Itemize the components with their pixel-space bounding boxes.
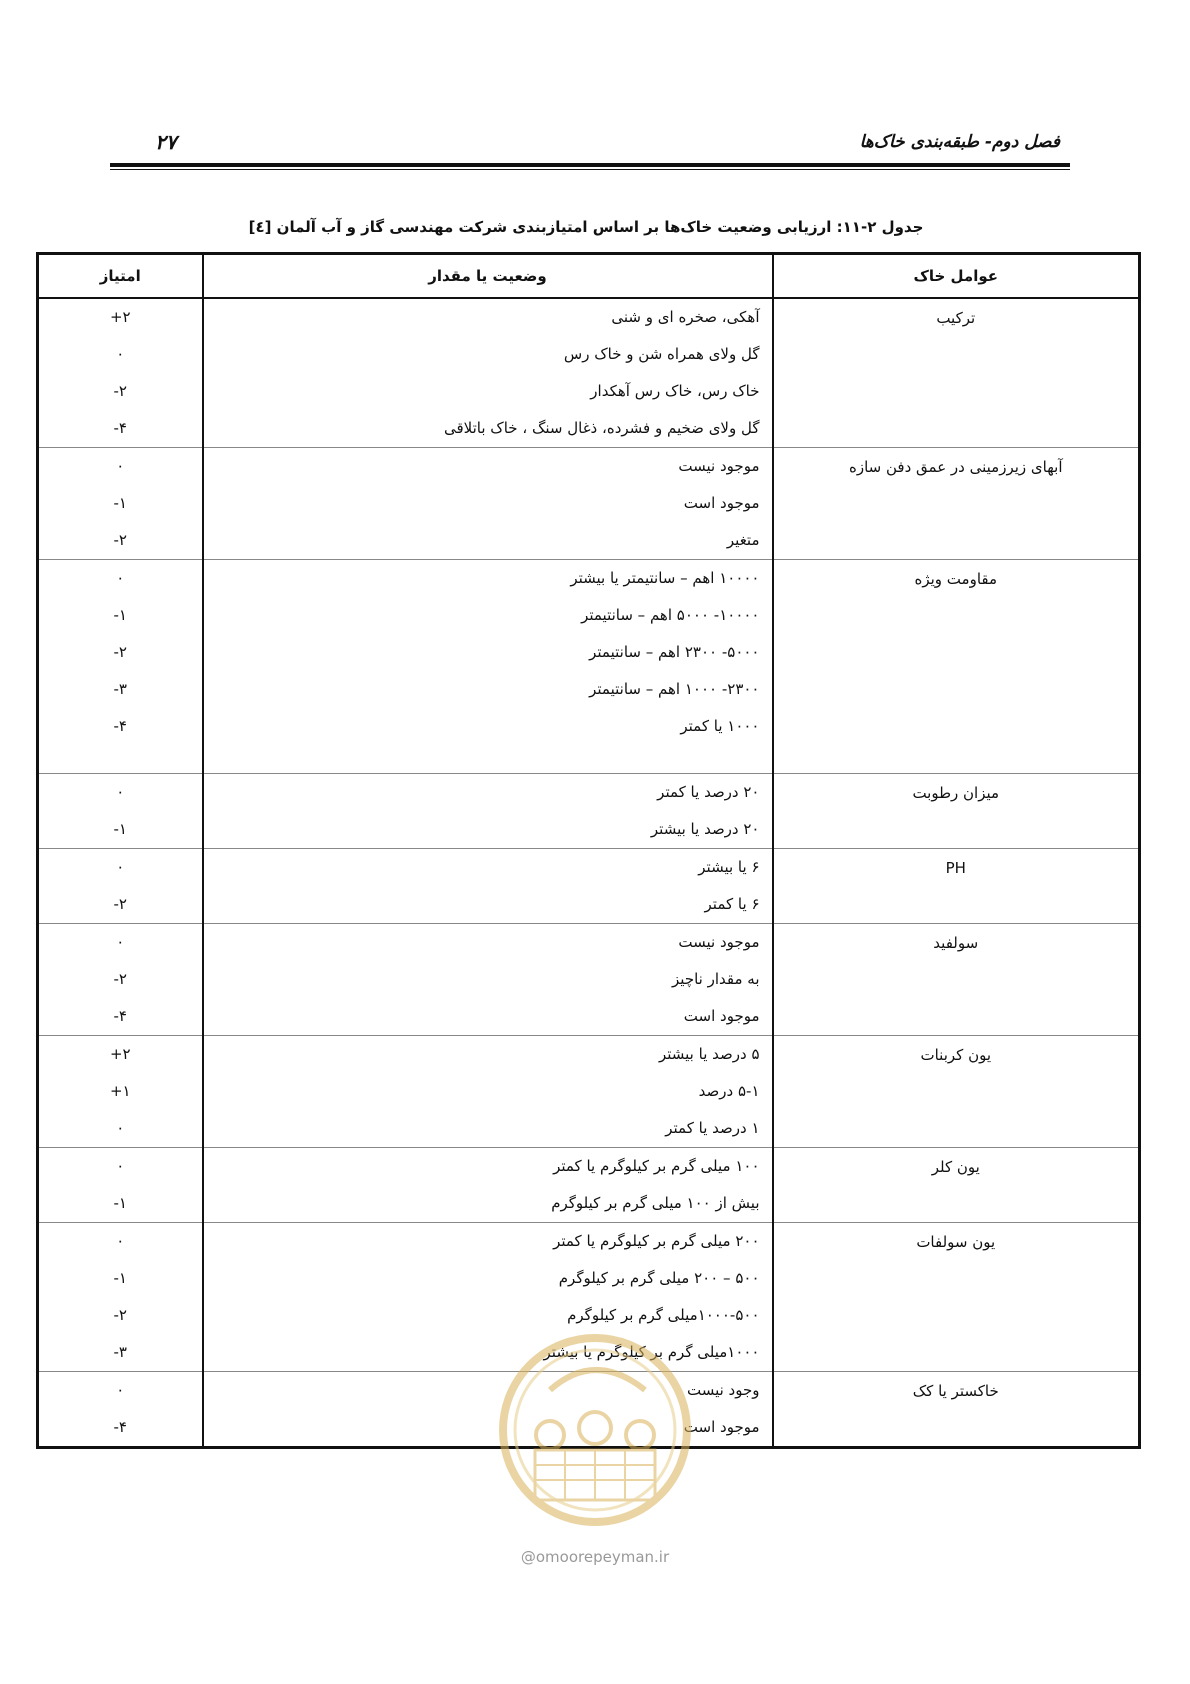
state-value: ۱۰۰۰-۵۰۰میلی گرم بر کیلوگرم	[567, 1306, 760, 1324]
score-value: ۰	[116, 933, 125, 951]
state-value: ۵۰۰۰- ۲۳۰۰ اهم – سانتیمتر	[589, 643, 760, 661]
factor-cell: آبهای زیرزمینی در عمق دفن سازه	[773, 448, 1140, 560]
state-cell	[203, 448, 773, 560]
state-cell	[203, 560, 773, 774]
watermark-text: @omoorepeyman.ir	[520, 1548, 670, 1566]
state-value: ۲۰۰ میلی گرم بر کیلوگرم یا کمتر	[553, 1232, 760, 1250]
state-value: ۲۰ درصد یا کمتر	[657, 783, 760, 801]
row-spacer	[39, 745, 202, 773]
state-value: ۲۰ درصد یا بیشتر	[650, 820, 760, 838]
score-value: -۳	[113, 680, 127, 698]
table-caption: جدول ۲-۱۱: ارزیابی وضعیت خاک‌ها بر اساس امتیازبندی شرکت مهندسی گاز و آب آلمان [٤]	[248, 218, 924, 236]
score-value: -۱	[113, 494, 127, 512]
state-cell	[203, 298, 773, 448]
state-value: ۵۰۰ – ۲۰۰ میلی گرم بر کیلوگرم	[558, 1269, 760, 1287]
state-value: ۱۰۰۰۰- ۵۰۰۰ اهم – سانتیمتر	[581, 606, 760, 624]
score-value: ۰	[116, 858, 125, 876]
table-row	[38, 298, 1140, 448]
state-value: ۱۰۰۰ یا کمتر	[680, 717, 760, 735]
state-value: ۶ یا بیشتر	[698, 858, 760, 876]
soil-factors-table	[36, 252, 1141, 1449]
state-value: بیش از ۱۰۰ میلی گرم بر کیلوگرم	[551, 1194, 760, 1212]
score-value: -۲	[113, 895, 127, 913]
score-value: -۲	[113, 382, 127, 400]
state-value: موجود نیست	[678, 933, 760, 951]
state-value: متغیر	[726, 531, 760, 549]
factor-cell: یون کلر	[773, 1148, 1140, 1223]
score-value: -۱	[113, 820, 127, 838]
table-body	[38, 298, 1140, 1448]
page-number: ۲۷	[155, 130, 177, 154]
state-value: گل ولای همراه شن و خاک رس	[563, 345, 760, 363]
state-cell	[203, 849, 773, 924]
state-value: به مقدار ناچیز	[672, 970, 760, 988]
score-value: ۰	[116, 1232, 125, 1250]
score-cell	[38, 774, 203, 849]
score-value: ۰	[116, 1157, 125, 1175]
state-cell	[203, 774, 773, 849]
state-cell	[203, 1036, 773, 1148]
score-cell	[38, 1372, 203, 1448]
score-value: ۰	[116, 783, 125, 801]
score-value: -۲	[113, 643, 127, 661]
state-value: ۱۰۰۰میلی گرم بر کیلوگرم یا بیشتر	[543, 1343, 760, 1361]
table-row	[38, 774, 1140, 849]
score-value: +۲	[109, 308, 131, 326]
state-value: ۱ درصد یا کمتر	[665, 1119, 760, 1137]
chapter-title: فصل دوم- طبقه‌بندی خاک‌ها	[859, 132, 1060, 152]
table-header-row	[38, 254, 1140, 299]
score-value: -۲	[113, 531, 127, 549]
table-row	[38, 849, 1140, 924]
score-value: ۰	[116, 457, 125, 475]
score-cell	[38, 448, 203, 560]
score-cell	[38, 1148, 203, 1223]
factor-cell: یون سولفات	[773, 1223, 1140, 1372]
state-value: وجود نیست	[686, 1381, 760, 1399]
score-value: -۲	[113, 1306, 127, 1324]
state-cell	[203, 1148, 773, 1223]
state-value: ۲۳۰۰- ۱۰۰۰ اهم – سانتیمتر	[589, 680, 760, 698]
score-value: ۰	[116, 569, 125, 587]
state-value: موجود است	[683, 1007, 760, 1025]
header-rule-thick	[110, 163, 1070, 167]
state-value: ۵ درصد یا بیشتر	[658, 1045, 760, 1063]
factor-cell: یون کربنات	[773, 1036, 1140, 1148]
header-factor: عوامل خاک	[773, 254, 1140, 299]
score-value: ۰	[116, 345, 125, 363]
state-value: آهکی، صخره ای و شنی	[611, 308, 760, 326]
table-row	[38, 924, 1140, 1036]
factor-cell: میزان رطوبت	[773, 774, 1140, 849]
score-value: -۴	[113, 717, 127, 735]
watermark-seal	[495, 1330, 695, 1530]
factor-cell: ترکیب	[773, 298, 1140, 448]
state-value: گل ولای ضخیم و فشرده، ذغال سنگ ، خاک باتلاقی	[444, 419, 760, 437]
factor-cell: مقاومت ویژه	[773, 560, 1140, 774]
table-row	[38, 1036, 1140, 1148]
page-header	[110, 128, 1070, 168]
score-cell	[38, 560, 203, 774]
score-value: -۲	[113, 970, 127, 988]
score-value: -۳	[113, 1343, 127, 1361]
score-value: ۰	[116, 1381, 125, 1399]
table-row	[38, 1148, 1140, 1223]
score-value: -۴	[113, 419, 127, 437]
state-value: ۵-۱ درصد	[698, 1082, 760, 1100]
score-value: -۱	[113, 1269, 127, 1287]
score-cell	[38, 924, 203, 1036]
score-value: -۱	[113, 606, 127, 624]
state-value: ۱۰۰۰۰ اهم – سانتیمتر یا بیشتر	[570, 569, 760, 587]
score-value: ۰	[116, 1119, 125, 1137]
state-value: ۶ یا کمتر	[704, 895, 760, 913]
state-value: موجود است	[683, 494, 760, 512]
state-value: خاک رس، خاک رس آهکدار	[590, 382, 760, 400]
state-value: موجود است	[683, 1418, 760, 1436]
score-value: -۴	[113, 1418, 127, 1436]
factor-cell: PH	[773, 849, 1140, 924]
table-row	[38, 560, 1140, 774]
score-value: +۲	[109, 1045, 131, 1063]
score-cell	[38, 1223, 203, 1372]
table-row	[38, 448, 1140, 560]
score-cell	[38, 1036, 203, 1148]
state-value: ۱۰۰ میلی گرم بر کیلوگرم یا کمتر	[553, 1157, 760, 1175]
state-value: موجود نیست	[678, 457, 760, 475]
score-cell	[38, 298, 203, 448]
row-spacer	[204, 745, 772, 773]
header-rule-thin	[110, 169, 1070, 170]
factor-cell: سولفید	[773, 924, 1140, 1036]
header-state: وضعیت یا مقدار	[203, 254, 773, 299]
score-value: -۴	[113, 1007, 127, 1025]
score-cell	[38, 849, 203, 924]
state-cell	[203, 924, 773, 1036]
score-value: -۱	[113, 1194, 127, 1212]
header-score: امتیاز	[38, 254, 203, 299]
score-value: +۱	[109, 1082, 131, 1100]
factor-cell: خاکستر یا کک	[773, 1372, 1140, 1448]
